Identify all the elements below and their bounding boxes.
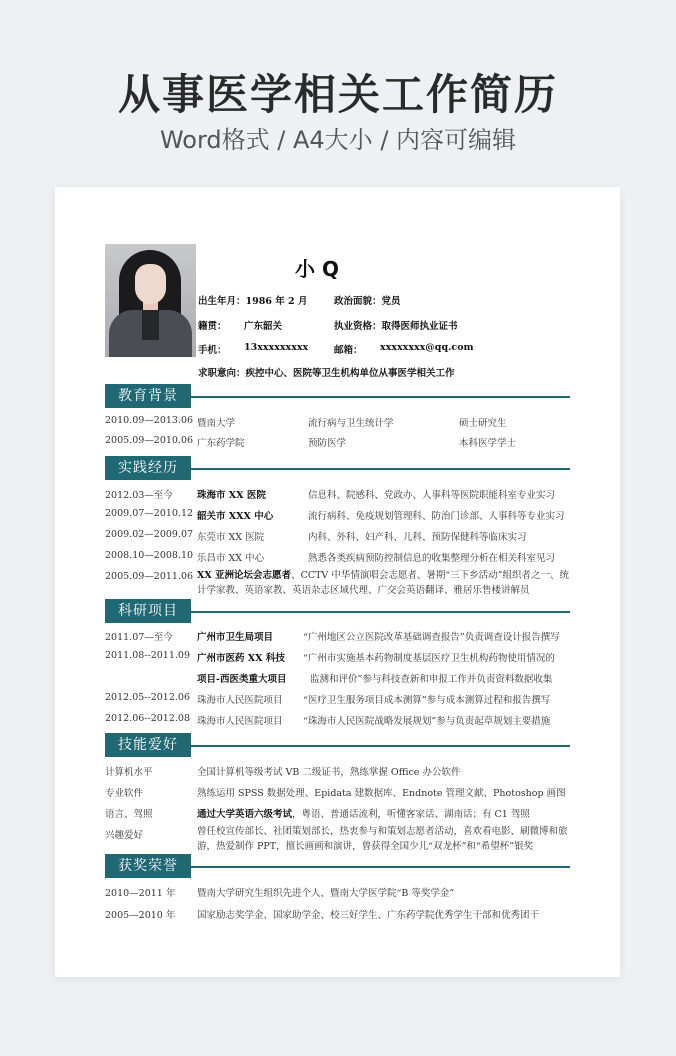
email-value: xxxxxxxx@qq.com bbox=[380, 342, 474, 353]
phone-value: 13xxxxxxxxx bbox=[244, 342, 309, 353]
phone-label: 手机： bbox=[198, 345, 227, 356]
job-objective: 求职意向：疾控中心、医院等卫生机构单位从事医学相关工作 bbox=[198, 368, 455, 379]
section-divider bbox=[191, 396, 570, 398]
section-divider bbox=[191, 745, 570, 747]
banner-subtitle: Word格式 / A4大小 / 内容可编辑 bbox=[159, 126, 517, 154]
birth-date: 出生年月：1986 年 2 月 bbox=[198, 296, 308, 307]
qualification: 执业资格：取得医师执业证书 bbox=[334, 321, 458, 332]
resume-page: 小 Q 出生年月：1986 年 2 月 政治面貌：党员 籍贯： 广东韶关 执业资格：取得医师执业证书 手机： 13xxxxxxxxx 邮箱： xxxxxxxx@qq.com 求职意向：疾控中心、医院等卫生机构单位从事医学相关工作 教育背景 2010.09—2013.06 暨南大学 流行病与卫生统计学 硕士研究生 2005.09—2010.06 广东药学院 预防医学 本科医学学士 实践经历 2012.03—至今 珠海市 XX 医院 信息科、院感科、党政办、人事科等医院职能科室专业实习 2009.07—2010.12 韶关市 XXX 中心 流行病科、免疫规划管理科、防治门诊部、人事科等专业实习 2009.02—2009.07 东莞市 XX 医院 内科、外科、妇产科、儿科、预防保健科等临床实习 2008.10—2008.10 乐昌市 XX 中心 熟悉各类疾病预防控制信息的收集整理分析在相关科室见习 2005.09—2011.06 XX 亚洲论坛会志愿者、CCTV 中华情演唱会志愿者、暑期“三下乡活动”组织者之一、统计学家教、英语家教、英语杂志区域代理、广交会英语翻译、雅居乐售楼讲解员 科研项目 2011.07—至今 广州市卫生局项目 “广州地区公立医院改革基础调查报告”负责调查设计报告撰写 2011.08--2011.09 广州市医药 XX 科技 “广州市实施基本药物制度基层医疗卫生机构药物使用情况的 项目-西医类重大项目 监测和评价”参与科技查新和申报工作并负责资料数据收集 2012.05--2012.06 珠海市人民医院项目 “医疗卫生服务项目成本测算”参与成本测算过程和报告撰写 2012.06--2012.08 珠海市人民医院项目 “珠海市人民医院战略发展规划”参与负责起草规划主要措施 技能爱好 计算机水平 全国计算机等级考试 VB 二级证书，熟练掌握 Office 办公软件 专业软件 熟练运用 SPSS 数据处理、Epidata 建数据库、Endnote 管理文献、Photoshop 画图 语言、驾照 通过大学英语六级考试，粤语、普通话流利，听懂客家话、湖南话；有 C1 驾照 兴趣爱好 曾任校宣传部长、社团策划部长，热衷参与和策划志愿者活动，喜欢看电影、刷微博和旅游，热爱制作 PPT，擅长画画和演讲，曾获得全国少儿“双龙杯”和“希望杯”银奖 获奖荣誉 2010—2011 年 暨南大学研究生组织先进个人、暨南大学医学院“B 等奖学金” 2005—2010 年 国家励志奖学金、国家助学金、校三好学生、广东药学院优秀学生干部和优秀团干 bbox=[55, 187, 620, 977]
section-divider bbox=[191, 866, 570, 868]
candidate-name: 小 Q bbox=[295, 257, 339, 281]
section-education-title: 教育背景 bbox=[105, 384, 191, 408]
skills-row-desc: 曾任校宣传部长、社团策划部长，热衷参与和策划志愿者活动，喜欢看电影、刷微博和旅游，热爱制作 PPT，擅长画画和演讲，曾获得全国少儿“双龙杯”和“希望杯”银奖 bbox=[197, 826, 568, 852]
email-label: 邮箱： bbox=[334, 345, 363, 356]
section-skills-title: 技能爱好 bbox=[105, 733, 191, 757]
banner-title: 从事医学相关工作简历 bbox=[117, 70, 558, 119]
section-awards-title: 获奖荣誉 bbox=[105, 854, 191, 878]
practice-row-desc: XX 亚洲论坛会志愿者、CCTV 中华情演唱会志愿者、暑期“三下乡活动”组织者之一、统计学家教、英语家教、英语杂志区域代理、广交会英语翻译、雅居乐售楼讲解员 bbox=[197, 570, 570, 596]
origin-value: 广东韶关 bbox=[244, 321, 283, 332]
section-research-title: 科研项目 bbox=[105, 599, 191, 623]
origin-label: 籍贯： bbox=[198, 321, 227, 332]
section-practice-title: 实践经历 bbox=[105, 456, 191, 480]
profile-photo bbox=[105, 244, 196, 357]
section-divider bbox=[191, 468, 570, 470]
section-divider bbox=[191, 611, 570, 613]
political-status: 政治面貌：党员 bbox=[334, 296, 401, 307]
